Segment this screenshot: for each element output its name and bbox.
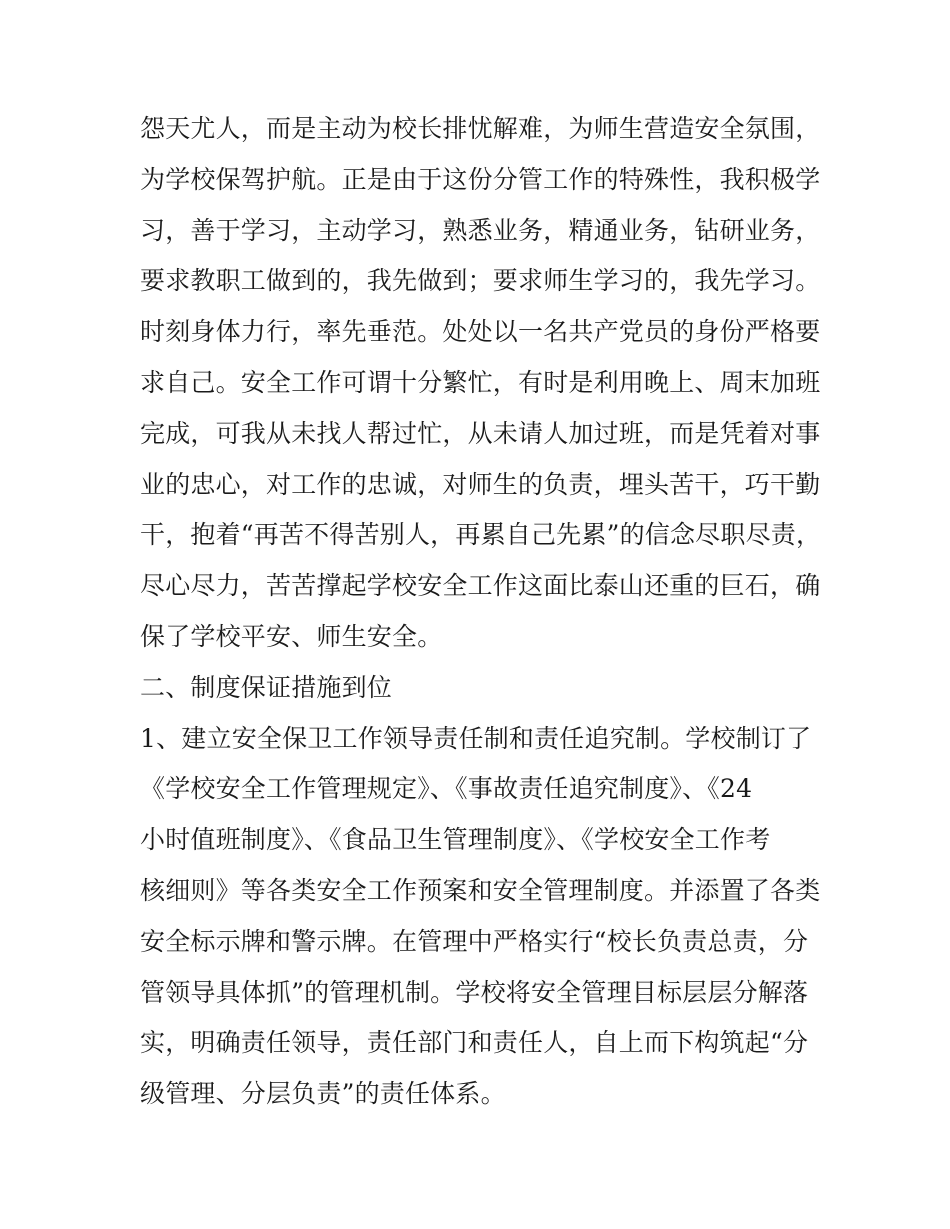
text-line: 1、建立安全保卫工作领导责任制和责任追究制。学校制订了 <box>140 723 812 753</box>
text-line: 干，抱着“再苦不得苦别人，再累自己先累”的信念尽职尽责， <box>140 520 822 550</box>
text-line: 管领导具体抓”的管理机制。学校将安全管理目标层层分解落 <box>140 977 809 1007</box>
text-line: 实，明确责任领导，责任部门和责任人，自上而下构筑起“分 <box>140 1028 809 1058</box>
text-line: 为学校保驾护航。正是由于这份分管工作的特殊性，我积极学 <box>140 164 821 194</box>
text-line: 求自己。安全工作可谓十分繁忙，有时是利用晚上、周末加班 <box>140 367 821 397</box>
text-line: 完成，可我从未找人帮过忙，从未请人加过班，而是凭着对事 <box>140 418 821 448</box>
text-line: 核细则》等各类安全工作预案和安全管理制度。并添置了各类 <box>140 875 821 905</box>
text-line: 《学校安全工作管理规定》、《事故责任追究制度》、《24 <box>140 774 753 804</box>
section-heading: 二、制度保证措施到位 <box>140 672 393 702</box>
text-line: 尽心尽力，苦苦撑起学校安全工作这面比泰山还重的巨石，确 <box>140 571 821 601</box>
text-line: 习，善于学习，主动学习，熟悉业务，精通业务，钻研业务， <box>140 215 821 245</box>
text-line: 小时值班制度》、《食品卫生管理制度》、《学校安全工作考 <box>140 825 771 855</box>
text-line: 级管理、分层负责”的责任体系。 <box>140 1079 506 1109</box>
text-line: 要求教职工做到的，我先做到；要求师生学习的，我先学习。 <box>140 266 821 296</box>
text-line: 保了学校平安、师生安全。 <box>140 621 443 651</box>
text-line: 安全标示牌和警示牌。在管理中严格实行“校长负责总责，分 <box>140 926 809 956</box>
document-body <box>140 104 820 1120</box>
text-line: 业的忠心，对工作的忠诚，对师生的负责，埋头苦干，巧干勤 <box>140 469 821 499</box>
text-line: 怨天尤人，而是主动为校长排忧解难，为师生营造安全氛围， <box>140 114 821 143</box>
text-line: 时刻身体力行，率先垂范。处处以一名共产党员的身份严格要 <box>140 317 821 347</box>
